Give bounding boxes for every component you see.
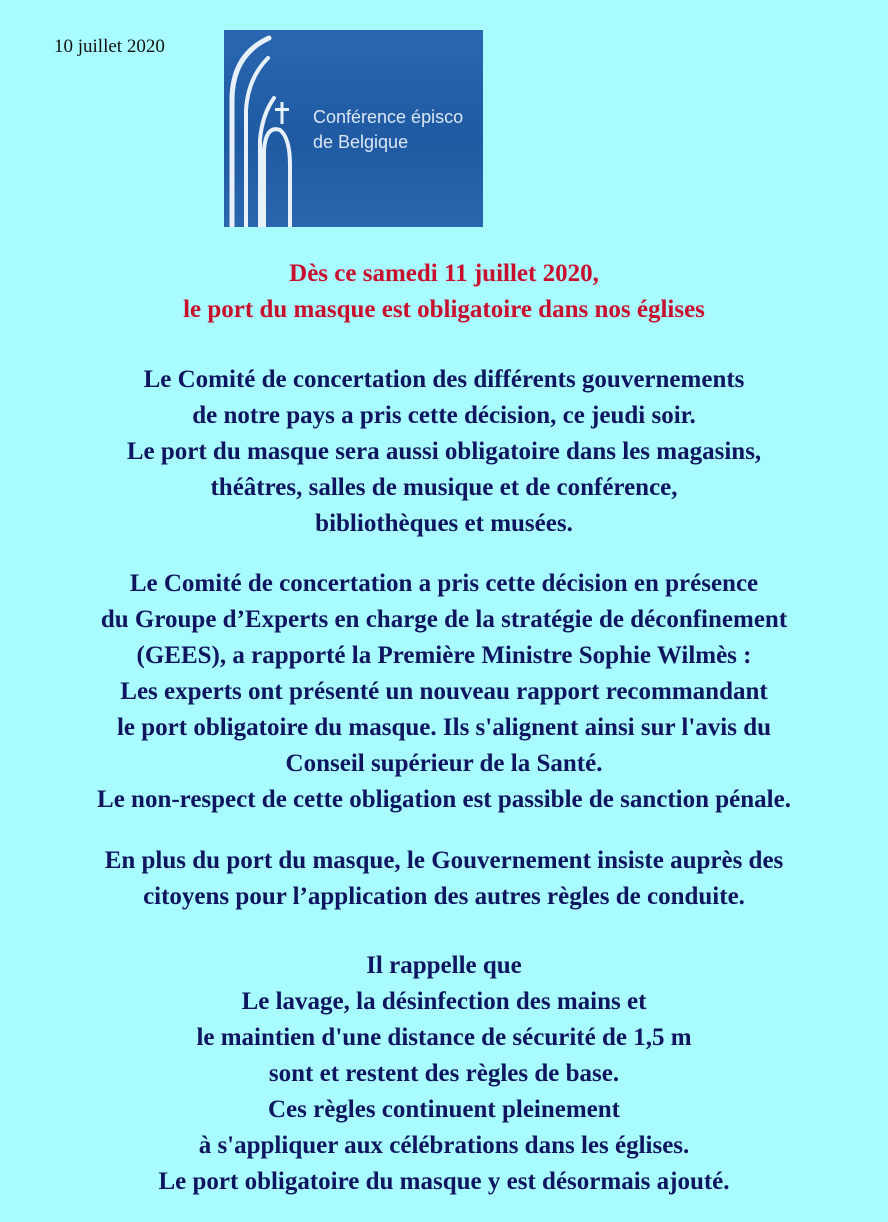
document-date: 10 juillet 2020	[54, 36, 165, 57]
paragraph-line: du Groupe d’Experts en charge de la stratégie de déconfinement	[100, 606, 788, 633]
logo-line-1: Conférence épisco	[313, 107, 464, 127]
paragraph-reminder	[0, 948, 888, 1200]
headline	[0, 256, 888, 328]
paragraph-decision	[0, 362, 888, 542]
paragraph-line: Le port obligatoire du masque y est désormais ajouté.	[158, 1168, 730, 1195]
paragraph-line: théâtres, salles de musique et de conférence,	[210, 474, 678, 501]
paragraph-line: de notre pays a pris cette décision, ce jeudi soir.	[192, 402, 696, 429]
paragraph-line: bibliothèques et musées.	[315, 510, 573, 537]
headline-line: Dès ce samedi 11 juillet 2020,	[289, 260, 599, 287]
paragraph-line: Ces règles continuent pleinement	[267, 1096, 621, 1123]
paragraph-rules	[0, 843, 888, 915]
paragraph-line: (GEES), a rapporté la Première Ministre Sophie Wilmès :	[136, 642, 752, 669]
paragraph-line: Les experts ont présenté un nouveau rapport recommandant	[120, 678, 768, 705]
paragraph-line: le maintien d'une distance de sécurité de 1,5 m	[196, 1024, 692, 1051]
paragraph-line: à s'appliquer aux célébrations dans les églises.	[198, 1132, 690, 1159]
paragraph-line: Le non-respect de cette obligation est passible de sanction pénale.	[97, 786, 791, 813]
paragraph-line: Il rappelle que	[366, 952, 522, 979]
paragraph-line: En plus du port du masque, le Gouvernement insiste auprès des	[104, 847, 784, 874]
logo-line-2: de Belgique	[313, 132, 409, 152]
paragraph-line: citoyens pour l’application des autres règles de conduite.	[143, 883, 745, 910]
paragraph-line: Le Comité de concertation a pris cette décision en présence	[129, 570, 759, 597]
conference-episcopale-logo	[224, 30, 483, 227]
paragraph-line: Le Comité de concertation des différents gouvernements	[143, 366, 745, 393]
paragraph-experts	[0, 566, 888, 818]
headline-line: le port du masque est obligatoire dans nos églises	[183, 296, 705, 323]
paragraph-line: le port obligatoire du masque. Ils s'alignent ainsi sur l'avis du	[116, 714, 772, 741]
paragraph-line: Le port du masque sera aussi obligatoire dans les magasins,	[126, 438, 762, 465]
paragraph-line: Le lavage, la désinfection des mains et	[241, 988, 647, 1015]
paragraph-line: sont et restent des règles de base.	[268, 1060, 620, 1087]
paragraph-line: Conseil supérieur de la Santé.	[285, 750, 603, 777]
